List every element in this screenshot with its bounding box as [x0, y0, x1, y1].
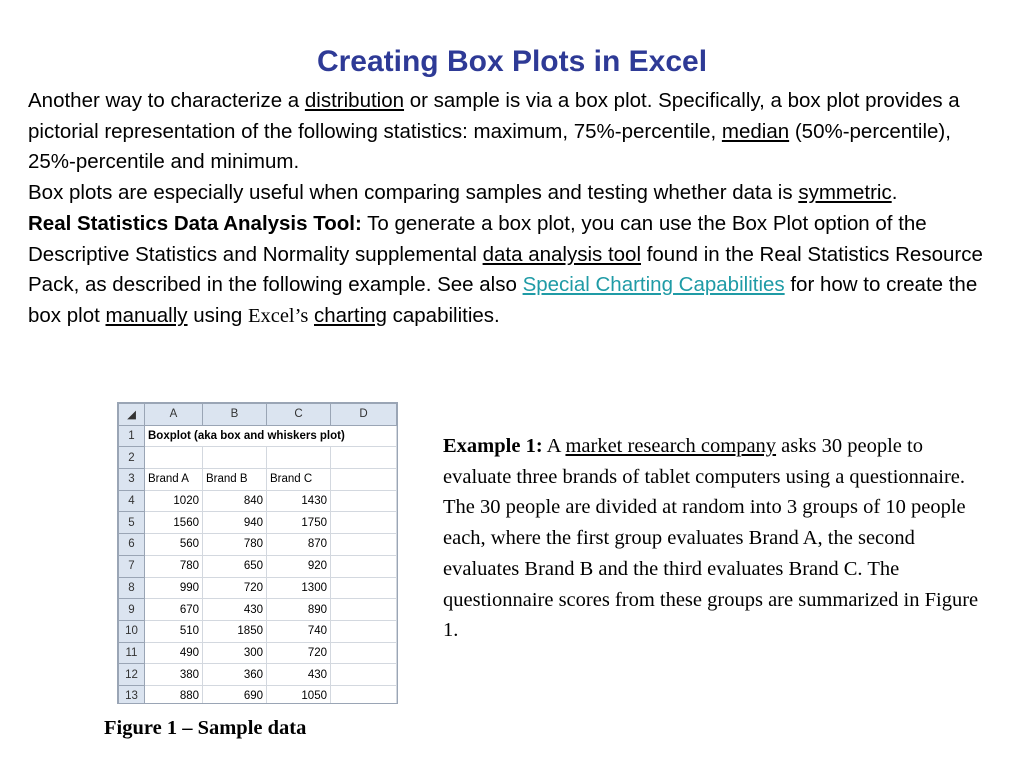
data-cell: 1020	[145, 490, 203, 512]
brand-header-cell: Brand C	[267, 469, 331, 491]
data-cell: 510	[145, 620, 203, 642]
spreadsheet-table	[118, 403, 397, 704]
data-cell: 650	[203, 555, 267, 577]
column-header-row	[119, 404, 397, 426]
table-row	[119, 620, 397, 642]
intro-paragraph-3	[28, 209, 1003, 332]
empty-cell	[331, 534, 397, 556]
row-number: 1	[119, 425, 145, 447]
brand-header-cell: Brand B	[203, 469, 267, 491]
text-span: or sample is via a box plot. Specifically, a box plot provides a pictorial representation of the following statistics: maximum, 75%-percentile,	[28, 89, 960, 143]
data-cell: 870	[267, 534, 331, 556]
intro-paragraph-1	[28, 86, 1003, 178]
empty-cell	[331, 555, 397, 577]
column-header: B	[203, 404, 267, 426]
data-cell: 880	[145, 685, 203, 704]
empty-cell	[145, 447, 203, 469]
text-span: asks 30 people to evaluate three brands of tablet computers using a questionnaire. The 30 people are divided at random into 3 groups of 10 people each, where the first group evaluates Brand A, the second evaluates Brand B and the third evaluates Brand C. The questionnaire scores from these groups are summarized in Figure 1.	[443, 435, 979, 642]
data-cell: 890	[267, 599, 331, 621]
table-row	[119, 490, 397, 512]
data-cell: 560	[145, 534, 203, 556]
table-row	[119, 534, 397, 556]
column-header: D	[331, 404, 397, 426]
data-cell: 1050	[267, 685, 331, 704]
data-cell: 430	[267, 664, 331, 686]
data-cell: 780	[145, 555, 203, 577]
example-text	[443, 431, 983, 646]
data-cell: 1430	[267, 490, 331, 512]
intro-paragraph-2	[28, 178, 1003, 209]
data-cell: 490	[145, 642, 203, 664]
row-number: 7	[119, 555, 145, 577]
data-cell: 920	[267, 555, 331, 577]
empty-cell	[331, 599, 397, 621]
data-cell: 1850	[203, 620, 267, 642]
median-link[interactable]: median	[721, 119, 790, 143]
text-span: (50%-percentile), 25%-percentile and minimum.	[28, 119, 951, 174]
column-header: C	[267, 404, 331, 426]
empty-cell	[203, 447, 267, 469]
empty-cell	[331, 512, 397, 534]
corner-cell: ◢	[119, 404, 145, 426]
data-cell: 740	[267, 620, 331, 642]
symmetric-link[interactable]: symmetric	[798, 181, 892, 205]
data-cell: 990	[145, 577, 203, 599]
empty-cell	[331, 620, 397, 642]
row-number: 13	[119, 685, 145, 704]
row-number: 2	[119, 447, 145, 469]
spreadsheet-image	[117, 402, 398, 704]
table-row	[119, 599, 397, 621]
table-row	[119, 512, 397, 534]
row-number: 12	[119, 664, 145, 686]
row-number: 11	[119, 642, 145, 664]
page-title: Creating Box Plots in Excel	[316, 45, 708, 78]
distribution-link[interactable]: distribution	[304, 89, 405, 112]
table-row	[119, 642, 397, 664]
market-research-link[interactable]: market research company	[565, 435, 777, 457]
text-span: To generate a box plot, you can use the Box Plot option of the Descriptive Statistics and Normality supplemental	[28, 211, 927, 266]
row-number: 6	[119, 534, 145, 556]
empty-cell	[331, 447, 397, 469]
data-cell: 1560	[145, 512, 203, 534]
text-span: found in the Real Statistics Resource Pack, as described in the following example. See also	[28, 242, 983, 297]
column-header: A	[145, 404, 203, 426]
row-number: 4	[119, 490, 145, 512]
empty-cell	[331, 685, 397, 704]
text-span: capabilities.	[386, 303, 500, 327]
special-charting-link[interactable]: Special Charting Capabilities	[522, 273, 785, 297]
row-number: 8	[119, 577, 145, 599]
table-row	[119, 425, 397, 447]
row-number: 10	[119, 620, 145, 642]
sheet-title-cell: Boxplot (aka box and whiskers plot)	[145, 425, 397, 447]
data-cell: 300	[203, 642, 267, 664]
data-cell: 670	[145, 599, 203, 621]
row-number: 9	[119, 599, 145, 621]
example-label: Example 1:	[443, 435, 543, 457]
empty-cell	[331, 642, 397, 664]
data-cell: 940	[203, 512, 267, 534]
data-cell: 720	[203, 577, 267, 599]
data-cell: 720	[267, 642, 331, 664]
manually-link[interactable]: manually	[105, 303, 188, 327]
data-rows	[119, 490, 397, 704]
data-cell: 690	[203, 685, 267, 704]
row-number: 5	[119, 512, 145, 534]
data-cell: 780	[203, 534, 267, 556]
charting-link[interactable]: charting	[314, 303, 387, 327]
text-span: Box plots are especially useful when comparing samples and testing whether data is	[28, 181, 799, 205]
data-cell: 840	[203, 490, 267, 512]
brand-header-cell: Brand A	[145, 469, 203, 491]
table-row	[119, 555, 397, 577]
data-cell: 1750	[267, 512, 331, 534]
empty-cell	[331, 577, 397, 599]
empty-cell	[331, 469, 397, 491]
excels-text: Excel’s	[247, 304, 309, 327]
empty-cell	[331, 664, 397, 686]
text-span: A	[542, 435, 566, 457]
table-row	[119, 685, 397, 704]
tool-heading: Real Statistics Data Analysis Tool:	[28, 211, 362, 235]
data-cell: 360	[203, 664, 267, 686]
data-analysis-tool-link[interactable]: data analysis tool	[482, 242, 641, 266]
empty-cell	[267, 447, 331, 469]
text-span: using	[187, 303, 248, 327]
empty-cell	[331, 490, 397, 512]
figure-caption: Figure 1 – Sample data	[104, 717, 307, 739]
intro-text	[28, 86, 1003, 332]
text-span: for how to create the box plot	[28, 273, 978, 327]
text-span: .	[891, 181, 898, 205]
row-number: 3	[119, 469, 145, 491]
data-cell: 380	[145, 664, 203, 686]
table-row	[119, 447, 397, 469]
table-row	[119, 469, 397, 491]
table-row	[119, 577, 397, 599]
text-span: Another way to characterize a	[28, 89, 305, 112]
data-cell: 1300	[267, 577, 331, 599]
data-cell: 430	[203, 599, 267, 621]
table-row	[119, 664, 397, 686]
